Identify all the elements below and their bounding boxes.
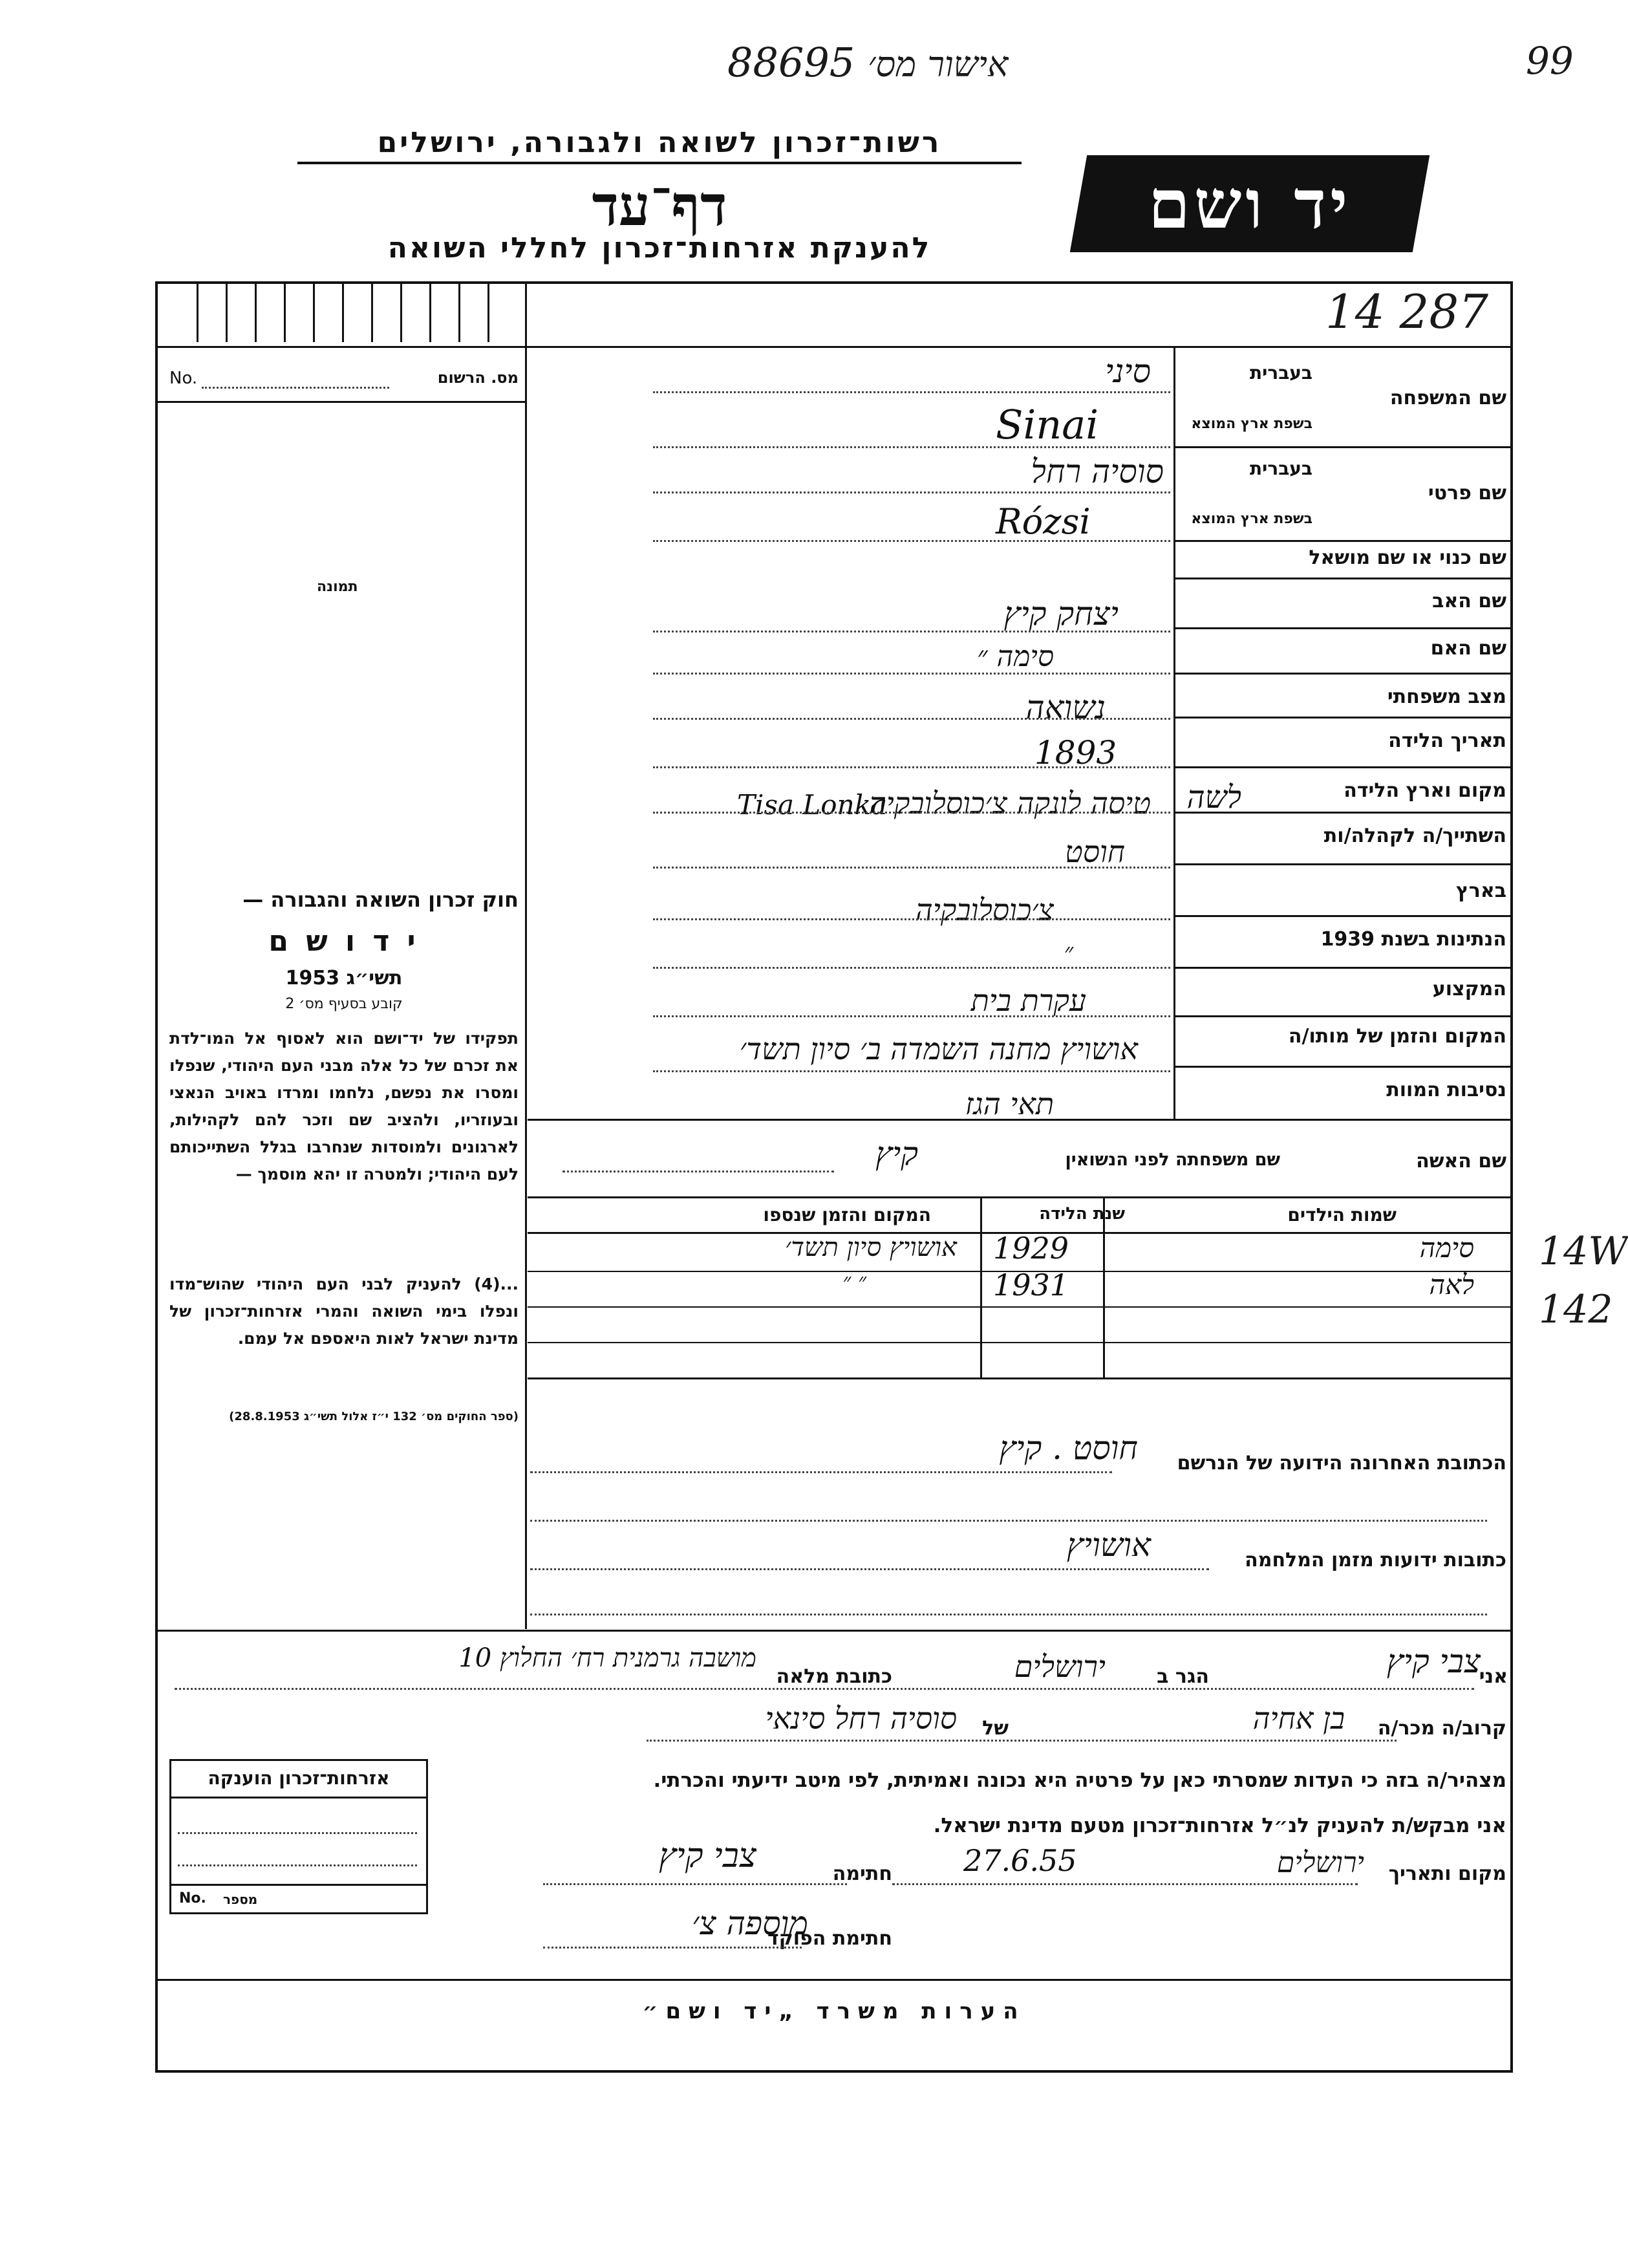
label-in-hebrew-1: בעברית	[1249, 362, 1312, 383]
yad-vashem-logo	[1070, 155, 1430, 252]
top-row-divider	[155, 346, 1513, 348]
cert-number-value: 88695	[727, 39, 855, 86]
side-mark-2: 142	[1539, 1287, 1613, 1332]
child-row-2	[528, 1269, 1513, 1308]
label-full-address: כתובת מלאה	[776, 1665, 892, 1688]
page-number: 99	[1526, 39, 1574, 83]
birth-date-value: 1893	[1034, 734, 1117, 772]
birthplace-latin: Tisa Lonka	[737, 789, 888, 821]
form-subtitle: להענקת אזרחות־זכרון לחללי השואה	[387, 232, 932, 265]
label-resides: הגר ב	[1157, 1665, 1209, 1688]
family-name-he: סיני	[1105, 352, 1151, 390]
declarant-name: צבי קיץ	[1386, 1643, 1481, 1680]
label-origin-lang-1: בשפת ארץ המוצא	[1191, 416, 1312, 432]
label-signature: חתימה	[832, 1863, 892, 1885]
photo-label: תמונה	[317, 579, 358, 595]
relative-value: בן אחיה	[1252, 1701, 1345, 1736]
label-birth-date: תאריך הלידה	[1388, 729, 1506, 752]
first-name-latin: Rózsi	[996, 501, 1091, 542]
law-clause: קובע בסעיף מס׳ 2	[285, 996, 403, 1012]
child-2-year: 1931	[993, 1268, 1069, 1302]
side-mark-1: 14W	[1539, 1229, 1628, 1274]
label-i: אני	[1479, 1665, 1508, 1688]
marital-value: נשואה	[1025, 689, 1106, 726]
death-place-value: אושויץ מחנה השמדה ב׳ סיון תשד׳	[739, 1031, 1138, 1066]
col-children-names: שמות הילדים	[1287, 1204, 1397, 1226]
label-officer: חתימת הפוקד	[767, 1927, 892, 1950]
label-last-address: הכתובת האחרונה הידועה של הנרשם	[1177, 1452, 1506, 1474]
child-row-1	[528, 1232, 1513, 1271]
law-title: חוק זכרון השואה והגבורה —	[242, 887, 519, 912]
remarks-label: הערות משרד „יד ושם״	[642, 1998, 1026, 2024]
label-death-place: המקום והזמן של מותו/ה	[1288, 1025, 1506, 1048]
label-wife: שם האשה	[1416, 1150, 1506, 1172]
label-birthplace: מקום וארץ הלידה	[1344, 779, 1506, 802]
law-source: (ספר החוקים מס׳ 132 י״ז אלול תשי״ג 28.8.1953)	[229, 1410, 519, 1423]
label-community: השתייך/ה לקהלה/ות	[1323, 825, 1506, 847]
place-value: ירושלים	[1276, 1846, 1364, 1879]
officer-value: מוספה צ׳	[691, 1905, 808, 1942]
label-death-cause: נסיבות המוות	[1386, 1079, 1506, 1101]
label-citizenship: הנתינות בשנת 1939	[1320, 928, 1506, 951]
form-title: דף־עד	[592, 173, 727, 239]
label-first-name: שם פרטי	[1428, 482, 1506, 504]
label-column-divider	[1173, 346, 1175, 1119]
reg-number-latin: No.	[169, 369, 198, 388]
date-value: 27.6.55	[963, 1843, 1077, 1878]
record-number: 14 287	[1325, 285, 1488, 339]
child-1-year: 1929	[993, 1231, 1069, 1266]
cert-box-title: אזרחות־זכרון הוענקה	[208, 1767, 390, 1789]
authority-title: רשות־זכרון לשואה ולגבורה, ירושלים	[297, 126, 1022, 164]
label-war-address: כתובות ידועות מזמן המלחמה	[1245, 1549, 1506, 1571]
community-value: חוסט	[1065, 834, 1125, 869]
death-cause-value: תאי הגז	[965, 1086, 1054, 1121]
wife-maiden-value: קיץ	[875, 1135, 918, 1172]
label-relative: קרוב/ה מכר/ה	[1377, 1717, 1506, 1740]
label-place-date: מקום ותאריך	[1388, 1863, 1506, 1885]
of-value: סוסיה רחל סינאי	[765, 1701, 957, 1736]
top-tick-row	[158, 284, 526, 342]
label-in-hebrew-2: בעברית	[1249, 458, 1312, 479]
last-address-value: חוסט . קיץ	[999, 1429, 1138, 1467]
label-father: שם האב	[1432, 590, 1506, 612]
cert-number-label: אישור מס׳	[867, 44, 1009, 85]
label-marital: מצב משפחתי	[1387, 686, 1506, 708]
law-name: י ד ו ש ם	[268, 925, 420, 958]
cert-number	[727, 39, 1008, 86]
declaration-request: אני מבקש/ת להעניק לנ״ל אזרחות־זכרון מטעם מדינת ישראל.	[933, 1814, 1506, 1837]
father-value: יצחק קיץ	[1003, 595, 1119, 632]
label-family-name: שם המשפחה	[1389, 387, 1506, 409]
family-name-latin: Sinai	[996, 401, 1099, 448]
label-mother: שם האם	[1430, 637, 1506, 660]
law-text-2: ...(4) להעניק לבני העם היהודי שהוש־מדו ונפלו בימי השואה והמרי אזרחות־זכרון של מדינת ישראל לאות היאספם אל עמם.	[169, 1275, 519, 1348]
label-nickname: שם כנוי או שם מושאל	[1309, 546, 1506, 569]
logo-text: יד ושם	[1148, 164, 1352, 244]
child-1-place: אושויץ סיון תשד׳	[785, 1233, 957, 1262]
col-birth-year: שנת הלידה	[1039, 1204, 1125, 1224]
cert-box-no-latin: No.	[179, 1890, 206, 1906]
child-2-place: ״ ״	[842, 1269, 866, 1295]
signature-value: צבי קיץ	[658, 1837, 756, 1875]
citizenship-value: ״	[1064, 938, 1073, 966]
label-profession: המקצוע	[1432, 978, 1506, 1000]
mother-value: סימה ״	[976, 640, 1054, 673]
full-address-value: מושבה גרמנית רח׳ החלוץ 10	[458, 1643, 756, 1673]
reg-divider	[155, 401, 526, 403]
label-origin-lang-2: בשפת ארץ המוצא	[1191, 511, 1312, 527]
child-1-name: סימה	[1419, 1232, 1474, 1264]
col-place-time: המקום והזמן שנספו	[763, 1204, 931, 1226]
reg-number-label: מס. הרשום	[437, 369, 519, 387]
birthplace-value: טיסה לונקה צ׳כוסלובקיה	[868, 786, 1151, 821]
reg-number-row	[169, 369, 519, 394]
label-of: של	[982, 1717, 1009, 1740]
child-2-name: לאה	[1429, 1269, 1474, 1301]
resides-value: ירושלים	[1014, 1649, 1106, 1684]
war-address-value: אושויץ	[1066, 1526, 1151, 1564]
label-wife-maiden: שם משפחתה לפני הנשואין	[1065, 1150, 1280, 1170]
community-prefix: לשה	[1186, 779, 1241, 815]
country-value: צ׳כוסלובקיה	[915, 892, 1054, 927]
left-column-divider	[525, 284, 527, 1629]
cert-box-no-label: מספר	[223, 1892, 258, 1907]
declaration-statement: מצהיר/ה בזה כי העדות שמסרתי כאן על פרטיה היא נכונה ואמיתית, לפי מיטב ידיעתי והכרתי.	[653, 1769, 1506, 1792]
first-name-he: סוסיה רחל	[1031, 453, 1164, 490]
label-country: בארץ	[1455, 880, 1506, 902]
law-year: תשי״ג 1953	[285, 967, 403, 989]
law-text-1: תפקידו של יד־ושם הוא לאסוף אל המו־לדת את זכרם של כל אלה מבני העם היהודי, שנפלו ומסרו את נפשם, נלחמו ומרדו באויב הנאצי ובעוזריו, ולהציב שם וזכר להם לקהילות, לארגונים ולמוסדות שנחרבו בגלל השתייכותם לעם היהודי; ולמטרה זו יהא מוסמך —	[169, 1029, 519, 1183]
profession-value: עקרת בית	[970, 983, 1086, 1018]
certificate-box	[169, 1759, 428, 1914]
